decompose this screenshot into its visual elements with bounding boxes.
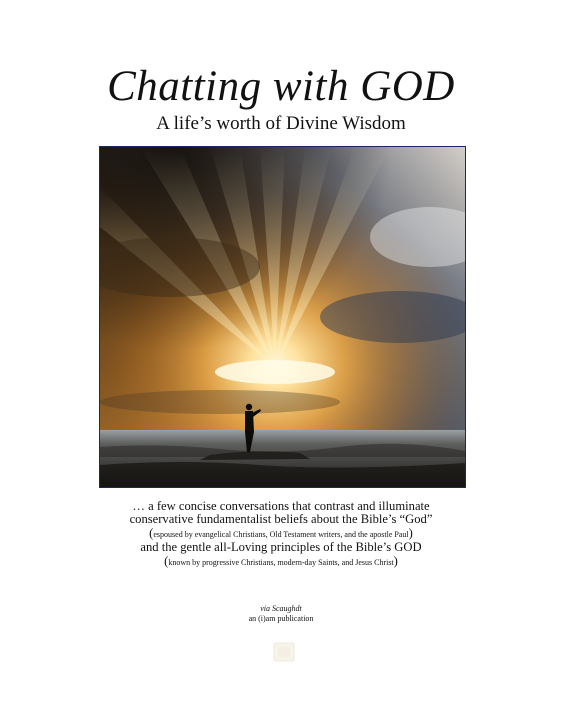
sunrays-photo-icon	[100, 147, 465, 487]
cover-photo	[99, 146, 466, 488]
note-1-close-paren: )	[408, 525, 413, 540]
credit	[0, 604, 562, 624]
book-subtitle: A life’s worth of Divine Wisdom	[156, 113, 406, 134]
blurb-note-1	[0, 527, 562, 541]
author-credit: via Scaughdt	[260, 604, 302, 613]
blurb-note-2	[0, 555, 562, 569]
faint-emblem-icon	[270, 639, 298, 665]
blurb-line-3: and the gentle all-Loving principles of the Bible’s GOD	[140, 540, 422, 555]
blurb-line-1: … a few concise conversations that contrast and illuminate	[132, 499, 430, 513]
blurb	[0, 500, 562, 569]
note-1-open-paren: (	[149, 525, 154, 540]
publisher-credit: an (i)am publication	[248, 614, 314, 623]
note-2-text: known by progressive Christians, modern-day Saints, and Jesus Christ	[168, 557, 394, 567]
note-2-open-paren: (	[164, 553, 169, 568]
book-title: Chatting with GOD	[107, 63, 455, 110]
note-1-text: espoused by evangelical Christians, Old Testament writers, and the apostle Paul	[153, 529, 409, 539]
blurb-line-2: conservative fundamentalist beliefs about the Bible’s “God”	[129, 512, 433, 527]
note-2-close-paren: )	[393, 553, 398, 568]
